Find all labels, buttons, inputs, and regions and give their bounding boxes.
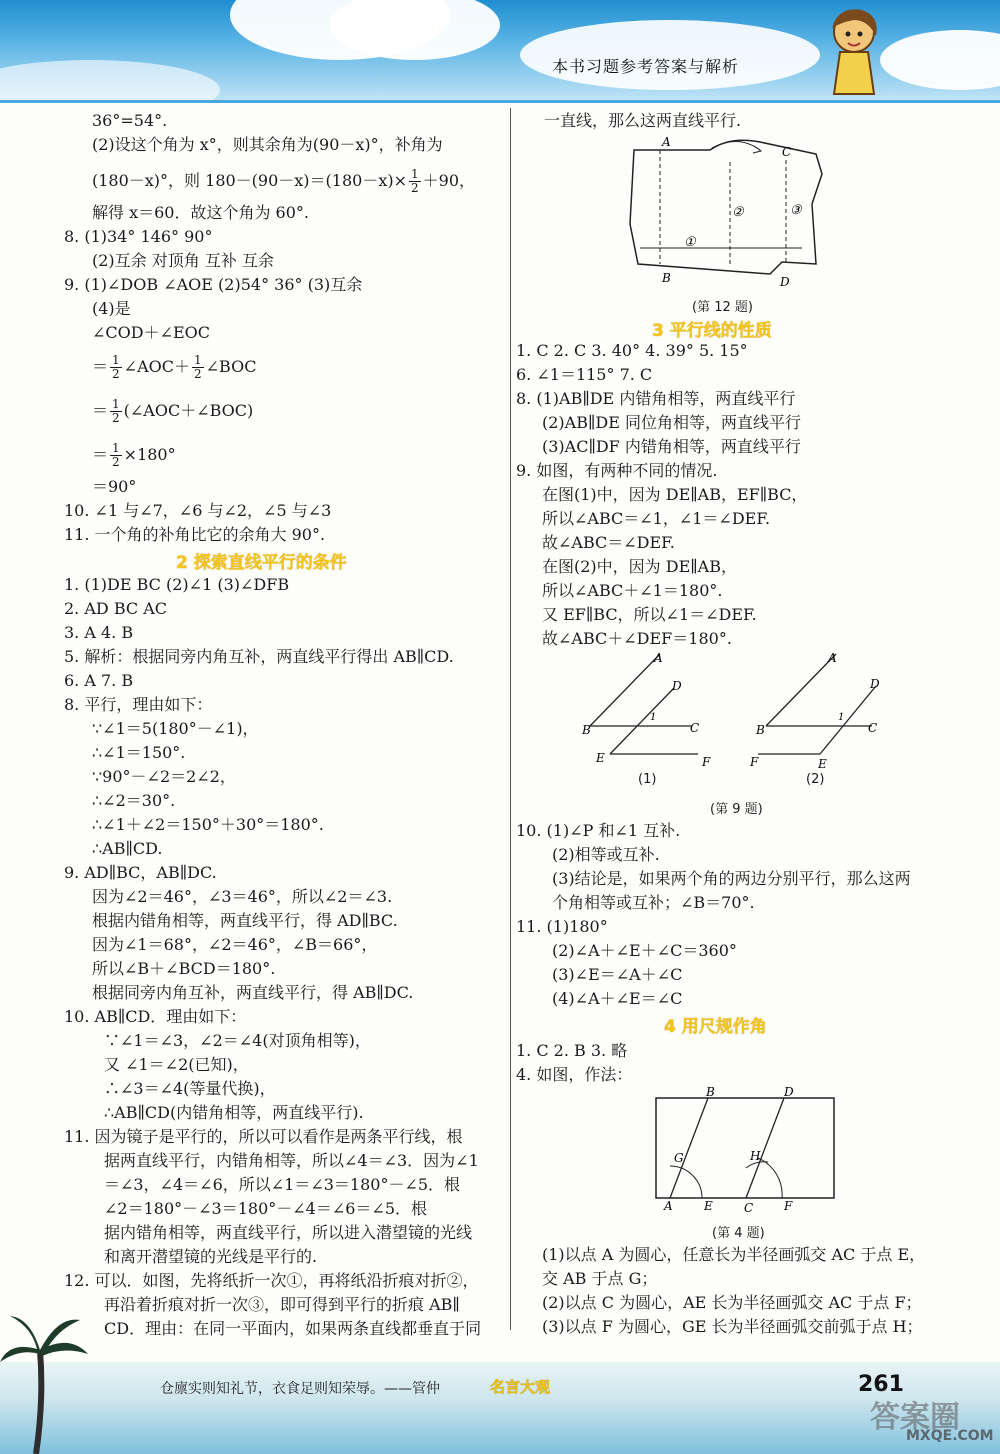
answer-line: (4)是 xyxy=(92,299,131,318)
answer-line: ∵∠1＝∠3，∠2＝∠4(对顶角相等)， xyxy=(104,1031,371,1050)
answer-line: 交 AB 于点 G； xyxy=(542,1269,658,1288)
figure-caption: (2) xyxy=(806,772,825,787)
answer-line: ∴AB∥CD(内错角相等，两直线平行). xyxy=(104,1103,364,1122)
answer-line: ∴∠3＝∠4(等量代换)， xyxy=(104,1079,276,1098)
svg-text:C: C xyxy=(690,721,700,735)
footer-quote: 仓廪实则知礼节，衣食足则知荣辱。——管仲 xyxy=(160,1381,440,1397)
svg-text:1: 1 xyxy=(650,712,657,723)
svg-text:A: A xyxy=(662,135,671,149)
answer-line: (3)∠E＝∠A＋∠C xyxy=(552,965,683,984)
answer-line: ∵90°－∠2＝2∠2， xyxy=(92,767,236,786)
fraction: $\frac{1}{2}$ xyxy=(112,353,120,381)
answer-line: 10. AB∥CD．理由如下： xyxy=(64,1007,247,1026)
answer-line: (2)以点 C 为圆心，AE 长为半径画弧交 AC 于点 F； xyxy=(542,1293,922,1312)
svg-text:D: D xyxy=(672,679,682,693)
svg-text:F: F xyxy=(784,1199,793,1213)
answer-line: CD．理由：在同一平面内，如果两条直线都垂直于同 xyxy=(104,1319,482,1338)
cloud-decoration xyxy=(880,30,1000,90)
answer-line: 1. (1)DE BC (2)∠1 (3)∠DFB xyxy=(64,575,290,594)
svg-text:D: D xyxy=(780,275,790,289)
answer-line: 4. 如图，作法： xyxy=(516,1065,633,1084)
answer-line: ∴∠1＋∠2＝150°＋30°＝180°. xyxy=(92,815,324,834)
svg-text:③: ③ xyxy=(790,203,802,218)
answer-line: (2)相等或互补. xyxy=(552,845,660,864)
answer-line: 3. A 4. B xyxy=(64,623,134,642)
svg-text:F: F xyxy=(750,755,759,769)
figure-caption: (第 12 题) xyxy=(692,300,753,315)
answer-line: 解得 x＝60．故这个角为 60°. xyxy=(92,203,310,222)
answer-line: ＝90° xyxy=(92,477,137,496)
watermark-url: MXQE.COM xyxy=(906,1428,994,1444)
answer-line: 8. 平行，理由如下： xyxy=(64,695,213,714)
answer-line: 一直线，那么这两直线平行. xyxy=(544,111,742,130)
answer-line: 11. 一个角的补角比它的余角大 90°. xyxy=(64,525,326,544)
answer-line: ∠COD＋∠EOC xyxy=(92,323,211,342)
figure-q4-angle-construction xyxy=(650,1084,840,1216)
answer-line: 11. 因为镜子是平行的，所以可以看作是两条平行线，根 xyxy=(64,1127,463,1146)
answer-line: 在图(2)中，因为 DE∥AB， xyxy=(542,557,737,576)
figure-q9-parallel-angles xyxy=(580,650,900,790)
figure-q12-folded-paper xyxy=(620,134,840,292)
header-title: 本书习题参考答案与解析 xyxy=(552,57,740,76)
answer-line: 因为∠2＝46°，∠3＝46°，所以∠2＝∠3. xyxy=(92,887,393,906)
figure-caption: (第 9 题) xyxy=(710,802,763,817)
fraction: $\frac{1}{2}$ xyxy=(411,167,419,195)
answer-line: 9. (1)∠DOB ∠AOE (2)54° 36° (3)互余 xyxy=(64,275,363,294)
answer-line: ∴∠1＝150°. xyxy=(92,743,186,762)
answer-line: ＝ $\frac{1}{2}$ ×180° xyxy=(92,441,176,469)
answer-line: 所以∠B＋∠BCD＝180°. xyxy=(92,959,276,978)
answer-line: 11. (1)180° xyxy=(516,917,608,936)
answer-line: 据两直线平行，内错角相等，所以∠4＝∠3．因为∠1 xyxy=(104,1151,479,1170)
svg-text:B: B xyxy=(706,1085,715,1099)
answer-line: 和离开潜望镜的光线是平行的. xyxy=(104,1247,318,1266)
page-number: 261 xyxy=(858,1372,904,1397)
section-title: 2 探索直线平行的条件 xyxy=(176,553,347,573)
answer-line: 6. ∠1＝115° 7. C xyxy=(516,365,653,384)
fraction: $\frac{1}{2}$ xyxy=(112,441,120,469)
answer-line: 个角相等或互补；∠B＝70°. xyxy=(552,893,755,912)
svg-text:E: E xyxy=(596,751,605,765)
answer-line: 据内错角相等，两直线平行，所以进入潜望镜的光线 xyxy=(104,1223,473,1242)
answer-line: (180－x)°，则 180－(90－x)＝(180－x)× $\frac{1}{2}$ ＋90， xyxy=(92,167,476,195)
fraction: $\frac{1}{2}$ xyxy=(112,397,120,425)
answer-line: ∠2＝180°－∠3＝180°－∠4＝∠6＝∠5．根 xyxy=(104,1199,428,1218)
cloud-decoration xyxy=(0,60,220,100)
answer-line: 又 ∠1＝∠2(已知)， xyxy=(104,1055,249,1074)
answer-line: (2)设这个角为 x°，则其余角为(90－x)°，补角为 xyxy=(92,135,443,154)
svg-text:D: D xyxy=(870,677,880,691)
answer-line: 根据内错角相等，两直线平行，得 AD∥BC. xyxy=(92,911,398,930)
svg-text:C: C xyxy=(782,145,792,159)
answer-line: ∴AB∥CD. xyxy=(92,839,163,858)
svg-text:C: C xyxy=(868,721,878,735)
svg-text:A: A xyxy=(828,651,837,665)
answer-line: 又 EF∥BC，所以∠1＝∠DEF. xyxy=(542,605,757,624)
answer-line: ∴∠2＝30°. xyxy=(92,791,176,810)
answer-line: 12. 可以．如图，先将纸折一次①，再将纸沿折痕对折②， xyxy=(64,1271,479,1290)
section-title: 3 平行线的性质 xyxy=(652,321,772,341)
answer-line: (2)互余 对顶角 互补 互余 xyxy=(92,251,274,270)
answer-line: 所以∠ABC＋∠1＝180°. xyxy=(542,581,723,600)
answer-line: (1)以点 A 为圆心，任意长为半径画弧交 AC 于点 E， xyxy=(542,1245,926,1264)
answer-line: 再沿着折痕对折一次③，即可得到平行的折痕 AB∥ xyxy=(104,1295,460,1314)
answer-line: 因为∠1＝68°，∠2＝46°，∠B＝66°， xyxy=(92,935,378,954)
svg-text:E: E xyxy=(818,757,827,771)
section-title: 4 用尺规作角 xyxy=(664,1017,767,1037)
answer-line: 8. (1)AB∥DE 内错角相等，两直线平行 xyxy=(516,389,796,408)
answer-line: ＝ $\frac{1}{2}$ (∠AOC＋∠BOC) xyxy=(92,397,254,425)
answer-line: 1. C 2. C 3. 40° 4. 39° 5. 15° xyxy=(516,341,748,360)
answer-line: 故∠ABC＋∠DEF＝180°. xyxy=(542,629,732,648)
answer-line: ＝ $\frac{1}{2}$ ∠AOC＋ $\frac{1}{2}$ ∠BOC xyxy=(92,353,257,381)
figure-caption: (1) xyxy=(638,772,657,787)
svg-text:G: G xyxy=(674,1151,684,1165)
footer-brand: 名言大观 xyxy=(490,1378,551,1396)
answer-line: ∵∠1＝5(180°－∠1)， xyxy=(92,719,259,738)
svg-text:C: C xyxy=(744,1201,754,1215)
figure-caption: (第 4 题) xyxy=(712,1226,765,1241)
answer-line: 8. (1)34° 146° 90° xyxy=(64,227,213,246)
column-divider xyxy=(510,108,511,1330)
svg-text:1: 1 xyxy=(838,712,845,723)
header-rule xyxy=(0,100,1000,103)
answer-line: (2)AB∥DE 同位角相等，两直线平行 xyxy=(542,413,801,432)
answer-line: 36°=54°. xyxy=(92,111,168,130)
answer-line: 故∠ABC＝∠DEF. xyxy=(542,533,675,552)
svg-text:A: A xyxy=(664,1199,673,1213)
svg-text:H: H xyxy=(750,1149,761,1163)
svg-text:D: D xyxy=(784,1085,794,1099)
answer-line: (3)以点 F 为圆心，GE 长为半径画弧交前弧于点 H； xyxy=(542,1317,923,1336)
answer-line: 5. 解析：根据同旁内角互补，两直线平行得出 AB∥CD. xyxy=(64,647,454,666)
svg-text:②: ② xyxy=(732,205,744,220)
svg-text:A: A xyxy=(654,651,663,665)
mascot-girl-icon xyxy=(818,2,888,98)
answer-line: 在图(1)中，因为 DE∥AB，EF∥BC， xyxy=(542,485,808,504)
answer-line: (3)AC∥DF 内错角相等，两直线平行 xyxy=(542,437,801,456)
answer-line: 6. A 7. B xyxy=(64,671,134,690)
answer-line: ＝∠3，∠4＝∠6，所以∠1＝∠3＝180°－∠5．根 xyxy=(104,1175,461,1194)
svg-text:B: B xyxy=(582,723,591,737)
answer-line: 2. AD BC AC xyxy=(64,599,167,618)
answer-line: 10. (1)∠P 和∠1 互补. xyxy=(516,821,681,840)
answer-line: (3)结论是，如果两个角的两边分别平行，那么这两 xyxy=(552,869,911,888)
answer-line: 根据同旁内角互补，两直线平行，得 AB∥DC. xyxy=(92,983,414,1002)
answer-line: 1. C 2. B 3. 略 xyxy=(516,1041,628,1060)
answer-line: (2)∠A＋∠E＋∠C＝360° xyxy=(552,941,737,960)
svg-text:B: B xyxy=(662,271,671,285)
answer-line: 9. AD∥BC，AB∥DC. xyxy=(64,863,217,882)
fraction: $\frac{1}{2}$ xyxy=(193,353,202,381)
svg-text:F: F xyxy=(702,755,711,769)
answer-line: 所以∠ABC＝∠1，∠1＝∠DEF. xyxy=(542,509,771,528)
answer-line: 9. 如图，有两种不同的情况. xyxy=(516,461,718,480)
svg-text:E: E xyxy=(704,1199,713,1213)
palm-tree-icon xyxy=(0,1310,90,1454)
svg-text:①: ① xyxy=(684,235,696,250)
svg-text:B: B xyxy=(756,723,765,737)
watermark-logo: 答案圈 xyxy=(870,1400,960,1435)
answer-line: 10. ∠1 与∠7，∠6 与∠2，∠5 与∠3 xyxy=(64,501,332,520)
answer-line: (4)∠A＋∠E＝∠C xyxy=(552,989,683,1008)
